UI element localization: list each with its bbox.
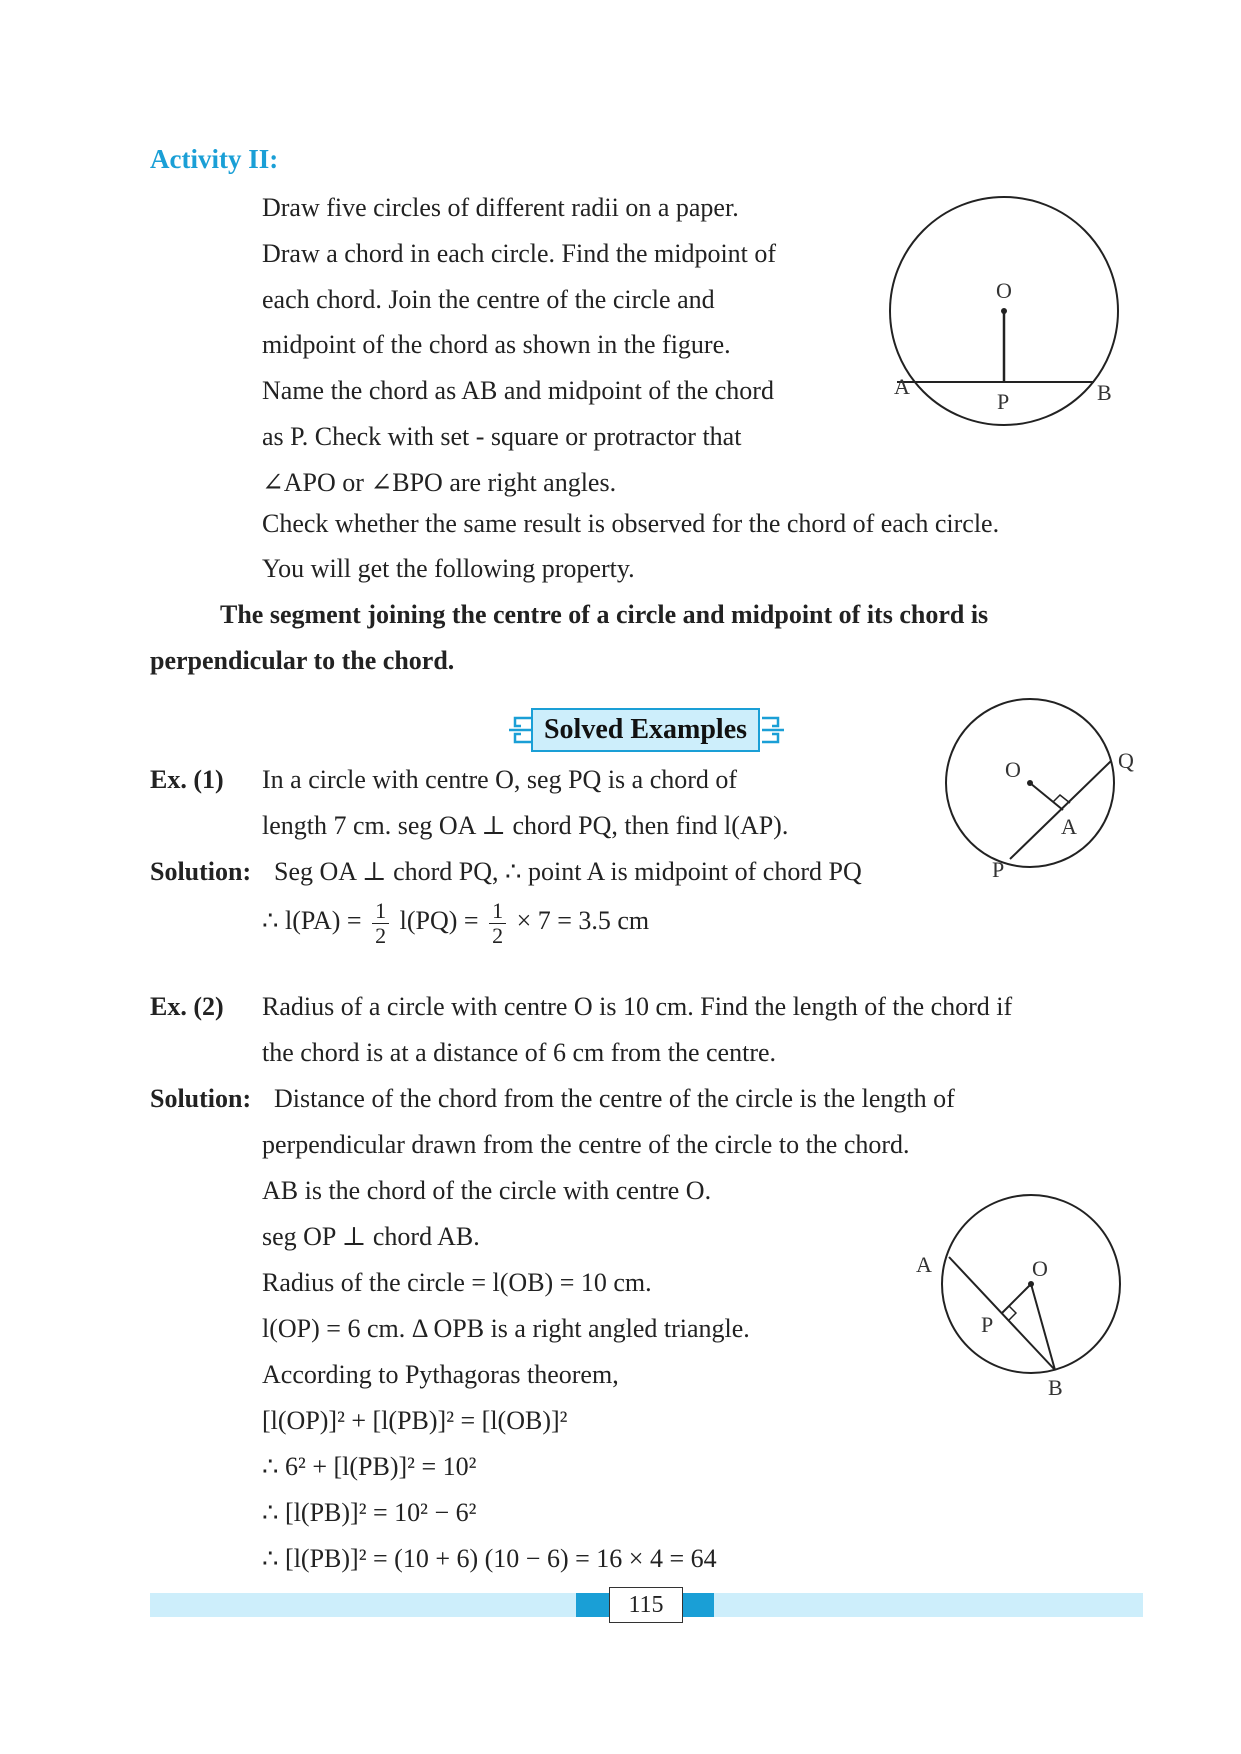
- label-a: A: [894, 374, 910, 399]
- label-a: A: [916, 1252, 932, 1277]
- banner-right-ornament: [760, 712, 786, 748]
- activity-line-2: Draw a chord in each circle. Find the midpoint of: [262, 239, 777, 268]
- ex2-line-f: According to Pythagoras theorem,: [262, 1360, 619, 1389]
- label-b: B: [1048, 1375, 1063, 1400]
- activity-line-3: each chord. Join the centre of the circle and: [262, 285, 715, 314]
- activity-line-9: You will get the following property.: [262, 554, 635, 583]
- activity-line-5: Name the chord as AB and midpoint of the chord: [262, 376, 774, 405]
- fraction-denominator: 2: [375, 922, 387, 948]
- ex2-line-e: l(OP) = 6 cm. Δ OPB is a right angled triangle.: [262, 1314, 750, 1343]
- centre-point: [1001, 308, 1007, 314]
- calc-suffix: × 7 = 3.5 cm: [516, 906, 650, 935]
- centre-point: [1028, 1281, 1034, 1287]
- page-number: 115: [609, 1587, 683, 1623]
- ex2-line-j: ∴ [l(PB)]² = (10 + 6) (10 − 6) = 16 × 4 = 64: [262, 1544, 717, 1573]
- activity-line-8: Check whether the same result is observed for the chord of each circle.: [262, 509, 1000, 538]
- ex2-line-i: ∴ [l(PB)]² = 10² − 6²: [262, 1498, 477, 1527]
- fraction-half-2: [489, 899, 506, 948]
- label-o: O: [1005, 757, 1021, 782]
- ex1-label: Ex. (1): [150, 765, 224, 794]
- ex1-solution-text: Seg OA ⊥ chord PQ, ∴ point A is midpoint of chord PQ: [274, 857, 862, 886]
- ex2-solution-label: Solution:: [150, 1084, 252, 1113]
- label-o: O: [996, 278, 1012, 303]
- property-line-1: The segment joining the centre of a circle and midpoint of its chord is: [220, 600, 989, 629]
- right-angle-mark: [1009, 1306, 1016, 1320]
- right-angle-mark: [1053, 795, 1070, 803]
- ex2-line-2: the chord is at a distance of 6 cm from the centre.: [262, 1038, 777, 1067]
- fraction-half-1: [372, 899, 389, 948]
- label-q: Q: [1118, 748, 1134, 773]
- ex1-line-2: length 7 cm. seg OA ⊥ chord PQ, then find l(AP).: [262, 811, 789, 840]
- ex2-line-b: AB is the chord of the circle with centre O.: [262, 1176, 712, 1205]
- ex2-label: Ex. (2): [150, 992, 224, 1021]
- activity-line-7: ∠APO or ∠BPO are right angles.: [262, 468, 617, 497]
- banner-left-ornament: [507, 712, 533, 748]
- activity-heading: Activity II:: [150, 144, 279, 174]
- activity-line-4: midpoint of the chord as shown in the figure.: [262, 330, 731, 359]
- chord-pq: [1010, 761, 1111, 859]
- fraction-numerator: 1: [489, 899, 506, 924]
- label-p: P: [992, 857, 1005, 882]
- label-p: P: [997, 389, 1010, 414]
- ex2-circle-figure: [910, 1188, 1140, 1403]
- ex1-line-1: In a circle with centre O, seg PQ is a chord of: [262, 765, 738, 794]
- ex2-line-h: ∴ 6² + [l(PB)]² = 10²: [262, 1452, 477, 1481]
- ex2-line-1: Radius of a circle with centre O is 10 cm. Find the length of the chord if: [262, 992, 1013, 1021]
- ex1-calculation: [262, 894, 649, 948]
- ex2-line-a: perpendicular drawn from the centre of the circle to the chord.: [262, 1130, 910, 1159]
- fraction-numerator: 1: [372, 899, 389, 924]
- segment-op: [1002, 1284, 1031, 1313]
- calc-prefix: ∴ l(PA) =: [262, 906, 362, 935]
- label-o: O: [1032, 1256, 1048, 1281]
- label-b: B: [1097, 380, 1112, 405]
- ex1-circle-figure: [935, 690, 1150, 890]
- ex2-solution-line-1: Distance of the chord from the centre of the circle is the length of: [274, 1084, 955, 1113]
- calc-middle: l(PQ) =: [399, 906, 479, 935]
- property-line-2: perpendicular to the chord.: [150, 646, 455, 675]
- ex2-line-d: Radius of the circle = l(OB) = 10 cm.: [262, 1268, 652, 1297]
- activity-line-1: Draw five circles of different radii on a paper.: [262, 193, 739, 222]
- ex2-line-c: seg OP ⊥ chord AB.: [262, 1222, 480, 1251]
- label-a: A: [1061, 814, 1077, 839]
- solved-examples-banner: Solved Examples: [531, 708, 760, 752]
- ex2-line-g: [l(OP)]² + [l(PB)]² = [l(OB)]²: [262, 1406, 568, 1435]
- activity-circle-figure: [880, 190, 1140, 430]
- ex1-solution-label: Solution:: [150, 857, 252, 886]
- centre-point: [1027, 780, 1033, 786]
- fraction-denominator: 2: [492, 922, 504, 948]
- label-p: P: [981, 1312, 994, 1337]
- activity-line-6: as P. Check with set - square or protractor that: [262, 422, 742, 451]
